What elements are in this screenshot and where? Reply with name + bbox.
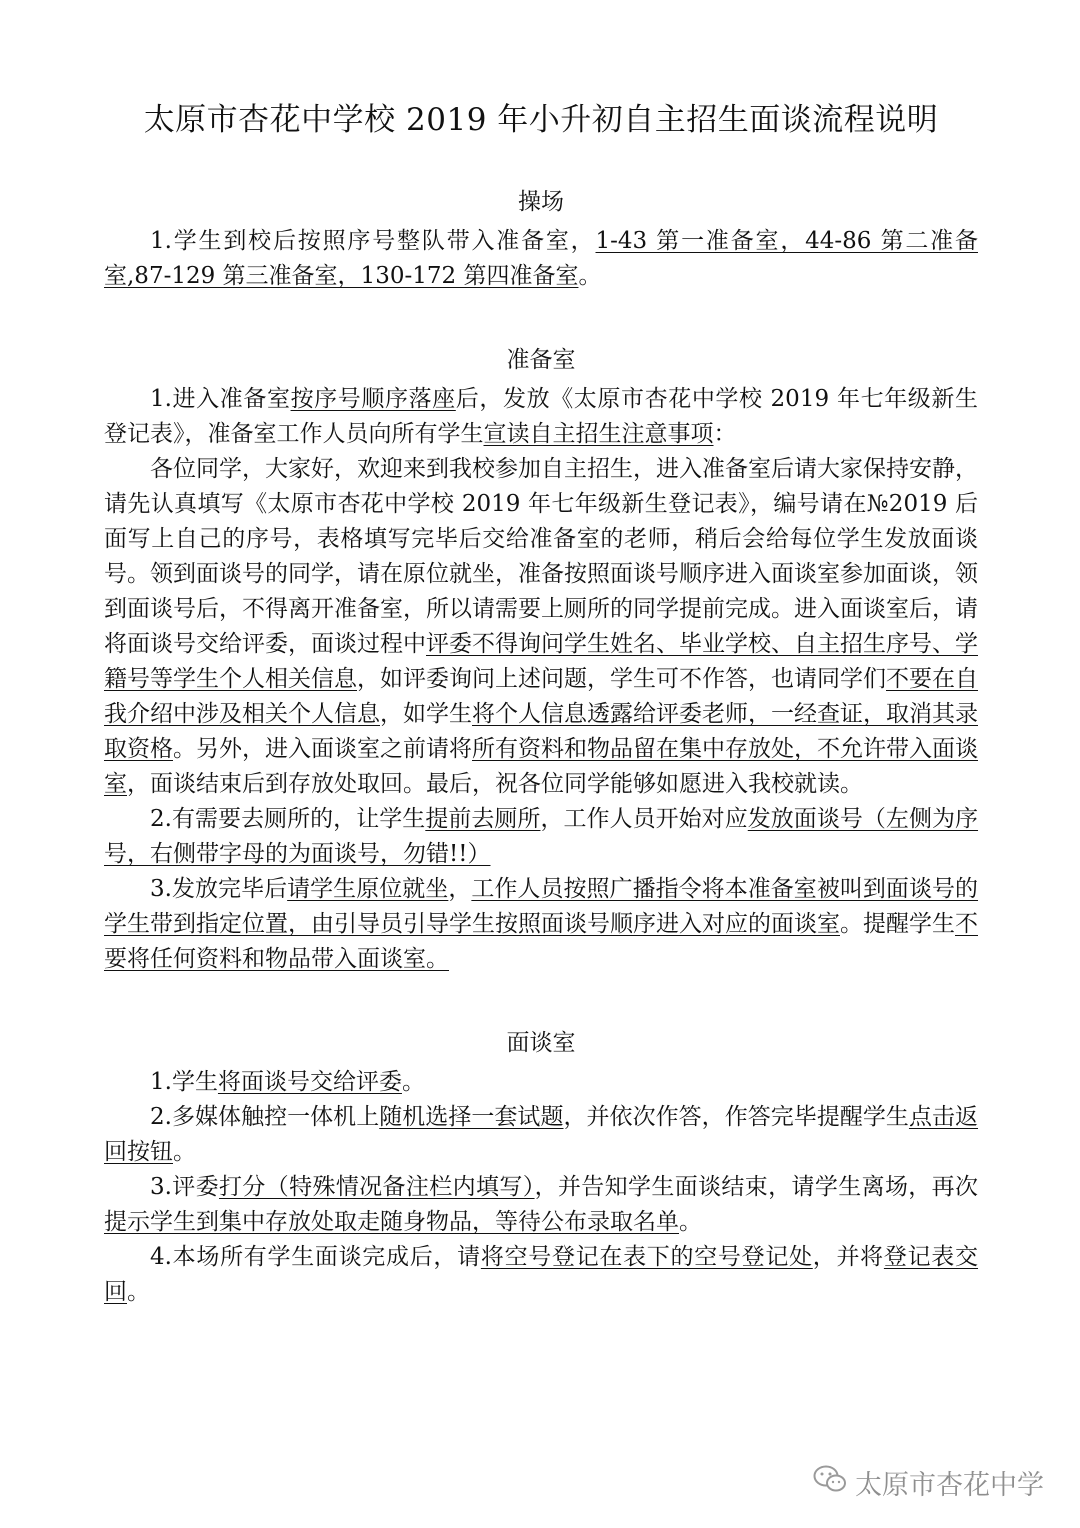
- text-run: ，并依次作答，作答完毕提醒学生: [563, 1104, 909, 1130]
- wechat-icon: [813, 1464, 847, 1501]
- underlined-text: 不要将任何资料和物品带入面谈室。: [104, 911, 978, 972]
- text-run: 后，发放《太原市杏花中学校 2019 年七年级新生登记表》，准备室工作人员向所有学生: [104, 386, 979, 447]
- underlined-text: 所有资料和物品留在集中存放处，不允许带入面谈室: [104, 736, 978, 797]
- interview-room-paragraph-1: [104, 1065, 978, 1100]
- text-run: 。另外，进入面谈室之前请将: [173, 736, 472, 762]
- text-run: 1.学生到校后按照序号整队带入准备室，: [150, 228, 596, 254]
- text-run: ，如评委询问上述问题，学生可不作答，也请同学们: [357, 666, 886, 692]
- text-run: ，面谈结束后到存放处取回。最后，祝各位同学能够如愿进入我校就读。: [127, 771, 863, 797]
- section-heading-prep-room: 准备室: [506, 347, 576, 373]
- prep-room-paragraph-3: [104, 802, 978, 872]
- underlined-text: 将空号登记在表下的空号登记处: [480, 1244, 813, 1270]
- underlined-text: 宣读自主招生注意事项: [483, 421, 714, 447]
- underlined-text: 将个人信息透露给评委老师，一经查证，取消其录取资格: [104, 701, 978, 762]
- text-run: 1.学生: [150, 1069, 218, 1095]
- text-run: 。: [401, 1069, 425, 1095]
- text-run: 2.多媒体触控一体机上: [150, 1104, 380, 1130]
- prep-room-paragraph-4: [104, 872, 978, 977]
- underlined-text: 不要在自我介绍中涉及相关个人信息: [104, 666, 978, 727]
- playground-paragraph-1: [104, 224, 978, 294]
- text-run: 3.评委: [150, 1174, 220, 1200]
- watermark: [813, 1463, 1044, 1502]
- document-page: [104, 100, 978, 1310]
- underlined-text: 随机选择一套试题: [379, 1104, 564, 1130]
- underlined-text: 请学生原位就坐: [287, 876, 449, 902]
- text-run: 。: [679, 1209, 702, 1235]
- prep-room-paragraph-2: [104, 452, 978, 802]
- text-run: 。: [578, 263, 602, 289]
- text-run: 2.有需要去厕所的，让学生: [150, 806, 426, 832]
- interview-room-paragraph-2: [104, 1100, 978, 1170]
- underlined-text: 评委不得询问学生姓名、毕业学校、自主招生序号、学籍号等学生个人相关信息: [104, 631, 978, 692]
- underlined-text: 发放面谈号（左侧为序号，右侧带字母的为面谈号，勿错!!）: [104, 806, 979, 867]
- underlined-text: 打分（特殊情况备注栏内填写）: [219, 1174, 535, 1200]
- underlined-text: 提前去厕所: [425, 806, 541, 832]
- page-title: 太原市杏花中学校 2019 年小升初自主招生面谈流程说明: [143, 102, 939, 138]
- prep-room-paragraph-1: [104, 382, 978, 452]
- text-run: 。: [127, 1279, 150, 1305]
- text-run: 1.进入准备室: [150, 386, 291, 412]
- text-run: 。提醒学生: [840, 911, 955, 937]
- section-heading-interview-room: 面谈室: [506, 1030, 576, 1056]
- underlined-text: 按序号顺序落座: [290, 386, 456, 412]
- text-run: ，: [448, 876, 472, 902]
- text-run: 。: [173, 1139, 196, 1165]
- underlined-text: 1-43 第一准备室，44-86 第二准备室,87-129 第三准备室，130-172 第四准备室: [104, 228, 978, 289]
- text-run: 各位同学，大家好，欢迎来到我校参加自主招生，进入准备室后请大家保持安静，请先认真填写《太原市杏花中学校 2019 年七年级新生登记表》，编号请在№2019 后面写上自己的序号，表格填写完毕后交给准备室的老师，稍后会给每位学生发放面谈号。领到面谈号的同学，请在原位就坐，准备按照面谈号顺序进入面谈室参加面谈，领到面谈号后，不得离开准备室，所以请需要上厕所的同学提前完成。进入面谈室后，请将面谈号交给评委，面谈过程中: [104, 456, 978, 657]
- interview-room-paragraph-4: [104, 1240, 978, 1310]
- section-heading-playground: 操场: [518, 189, 564, 215]
- text-run: 3.发放完毕后: [150, 876, 288, 902]
- text-run: ：: [713, 421, 737, 447]
- text-run: 4.本场所有学生面谈完成后，请: [150, 1244, 481, 1270]
- text-run: ，如学生: [380, 701, 472, 727]
- underlined-text: 登记表交回: [104, 1244, 979, 1305]
- text-run: ，并告知学生面谈结束，请学生离场，再次: [534, 1174, 979, 1200]
- interview-room-paragraph-3: [104, 1170, 978, 1240]
- text-run: ，工作人员开始对应: [540, 806, 748, 832]
- underlined-text: 点击返回按钮: [104, 1104, 979, 1165]
- text-run: ，并将: [812, 1244, 884, 1270]
- underlined-text: 提示学生到集中存放处取走随身物品，等待公布录取名单: [104, 1209, 679, 1235]
- underlined-text: 工作人员按照广播指令将本准备室被叫到面谈号的学生带到指定位置，由引导员引导学生按照面谈号顺序进入对应的面谈室: [104, 876, 979, 937]
- watermark-text: 太原市杏花中学: [855, 1470, 1044, 1501]
- underlined-text: 将面谈号交给评委: [217, 1069, 402, 1095]
